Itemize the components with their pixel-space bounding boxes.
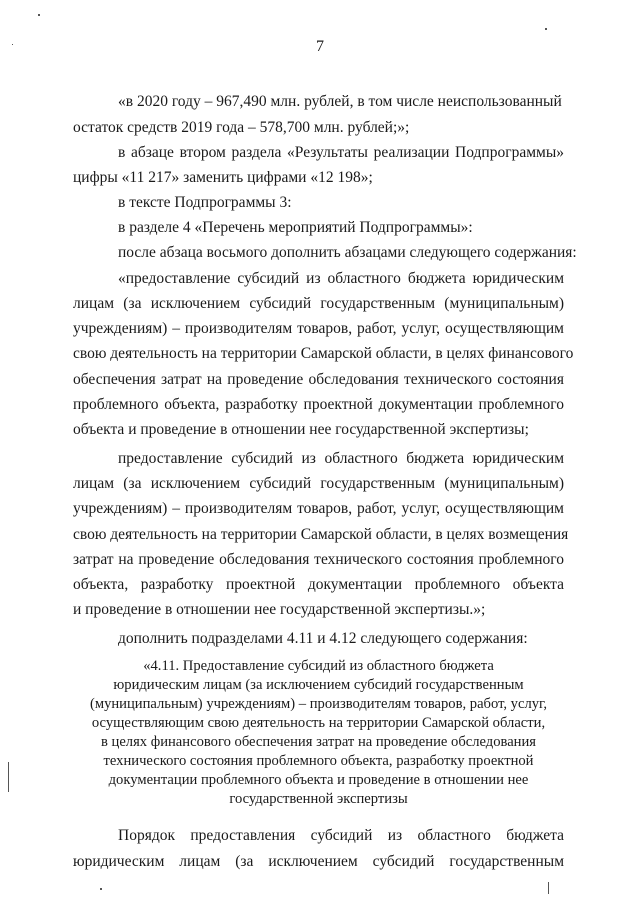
section-heading-line: документации проблемного объекта и проведение в отношении нее	[108, 772, 529, 788]
page-number: 7	[316, 38, 324, 55]
paragraph-line: цифры «11 217» заменить цифрами «12 198»;	[73, 169, 373, 186]
paragraph-line: проблемного объекта, разработку проектной документации проблемного	[73, 396, 564, 413]
section-heading-line: технического состояния проблемного объекта, разработку проектной	[103, 753, 534, 769]
section-heading-line: «4.11. Предоставление субсидий из областного бюджета	[143, 658, 494, 674]
scan-mark	[8, 762, 9, 792]
paragraph-line: предоставление субсидий из областного бюджета юридическим	[118, 450, 564, 467]
paragraph-line: объекта, разработку проектной документации проблемного объекта	[73, 576, 564, 593]
paragraph-line: учреждениям) – производителям товаров, работ, услуг, осуществляющим	[73, 500, 564, 517]
paragraph-line: лицам (за исключением субсидий государственным (муниципальным)	[73, 475, 564, 492]
paragraph-line: остаток средств 2019 года – 578,700 млн. рублей;»;	[73, 119, 410, 136]
paragraph-line: после абзаца восьмого дополнить абзацами следующего содержания:	[118, 244, 577, 261]
paragraph-line: лицам (за исключением субсидий государственным (муниципальным)	[73, 295, 564, 312]
paragraph-line: свою деятельность на территории Самарской области, в целях финансового	[73, 345, 574, 362]
scan-speck	[100, 888, 102, 890]
paragraph-line: учреждениям) – производителям товаров, работ, услуг, осуществляющим	[73, 320, 564, 337]
scan-speck	[12, 44, 13, 45]
section-heading-line: (муниципальным) учреждениям) – производителям товаров, работ, услуг,	[89, 696, 548, 712]
scan-speck	[38, 14, 40, 16]
paragraph-line: затрат на проведение обследования технического состояния проблемного	[73, 551, 564, 568]
section-heading-line: юридическим лицам (за исключением субсидий государственным	[113, 677, 524, 693]
scan-mark	[548, 882, 549, 894]
paragraph-line: обеспечения затрат на проведение обследования технического состояния	[73, 371, 564, 388]
paragraph-line: «предоставление субсидий из областного бюджета юридическим	[118, 270, 564, 287]
scan-speck	[545, 28, 547, 30]
paragraph-line: в тексте Подпрограммы 3:	[118, 194, 292, 211]
paragraph-line: в разделе 4 «Перечень мероприятий Подпрограммы»:	[118, 219, 473, 236]
paragraph-line: «в 2020 году – 967,490 млн. рублей, в том числе неиспользованный	[118, 93, 562, 110]
paragraph-line: объекта и проведение в отношении нее государственной экспертизы;	[73, 421, 529, 438]
section-heading-line: государственной экспертизы	[229, 791, 408, 807]
paragraph-line: в абзаце втором раздела «Результаты реализации Подпрограммы»	[118, 144, 564, 161]
paragraph-line: дополнить подразделами 4.11 и 4.12 следующего содержания:	[118, 630, 528, 647]
paragraph-line: Порядок предоставления субсидий из областного бюджета	[118, 827, 564, 844]
paragraph-line: и проведение в отношении нее государственной экспертизы.»;	[73, 601, 486, 618]
paragraph-line: юридическим лицам (за исключением субсидий государственным	[73, 853, 564, 870]
section-heading-line: осуществляющим свою деятельность на территории Самарской области,	[91, 715, 546, 731]
section-heading-line: в целях финансового обеспечения затрат на проведение обследования	[100, 734, 537, 750]
paragraph-line: свою деятельность на территории Самарской области, в целях возмещения	[73, 526, 569, 543]
